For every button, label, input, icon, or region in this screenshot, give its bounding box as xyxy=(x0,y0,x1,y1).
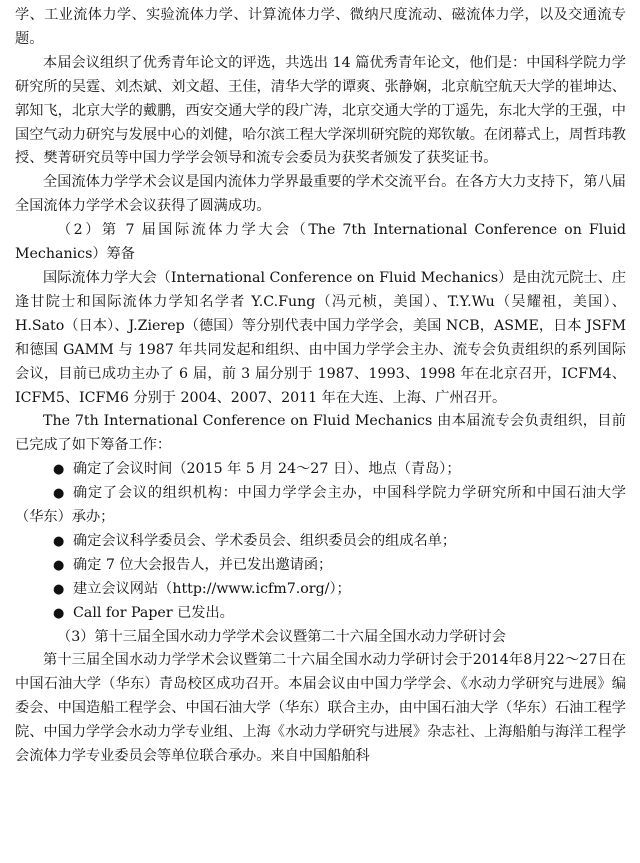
bullet-item-website xyxy=(15,578,626,602)
bullet-dot-icon: ● xyxy=(53,533,65,549)
paragraph-topics-continued: 学、工业流体力学、实验流体力学、计算流体力学、微纳尺度流动、磁流体力学，以及交通流专题。 xyxy=(15,7,626,47)
bullet-item-committees xyxy=(15,530,626,554)
bullet-dot-icon: ● xyxy=(53,462,65,478)
bullet-dot-icon: ● xyxy=(53,581,65,597)
preparation-bullet-list xyxy=(15,458,626,625)
paragraph-conference-summary: 全国流体力学学术会议是国内流体力学界最重要的学术交流平台。在各方大力支持下，第八届全国流体力学学术会议获得了圆满成功。 xyxy=(15,174,626,215)
bullet-item-time-venue xyxy=(15,458,626,482)
bullet-dot-icon: ● xyxy=(53,486,65,502)
bullet-text: Call for Paper 已发出。 xyxy=(73,604,234,621)
bullet-item-organization xyxy=(15,482,626,530)
paragraph-young-scholar-awards: 本届会议组织了优秀青年论文的评选，共选出 14 篇优秀青年论文，他们是：中国科学院力学研究所的吴霆、刘杰斌、刘文超、王佳，清华大学的谭爽、张静娴，北京航空航天大学的崔坤达、郭知飞，北京大学的戴鹏，西安交通大学的段广涛，北京交通大学的丁遥先，东北大学的王强，中国空气动力研究与发展中心的刘健，哈尔滨工程大学深圳研究院的郑钦敏。在闭幕式上，周哲玮教授、樊菁研究员等中国力学学会领导和流专会委员为获奖者颁发了获奖证书。 xyxy=(15,54,626,167)
bullet-text: 确定了会议时间（2015 年 5 月 24～27 日）、地点（青岛）； xyxy=(73,461,461,478)
bullet-text: 确定会议科学委员会、学术委员会、组织委员会的组成名单； xyxy=(73,532,457,549)
bullet-item-call-for-paper xyxy=(15,602,626,626)
section-heading-hydrodynamics: （3）第十三届全国水动力学学术会议暨第二十六届全国水动力学研讨会 xyxy=(57,628,506,645)
bullet-dot-icon: ● xyxy=(53,605,65,621)
paragraph-icfm7-preparation: The 7th International Conference on Fluid Mechanics 由本届流专会负责组织，目前已完成了如下筹备工作： xyxy=(15,413,626,454)
section-heading-icfm7: （2）第 7 届国际流体力学大会（The 7th International Conference on Fluid Mechanics）筹备 xyxy=(15,222,626,263)
bullet-text: 建立会议网站（http://www.icfm7.org/）； xyxy=(73,580,351,597)
bullet-item-speakers xyxy=(15,554,626,578)
bullet-text: 确定 7 位大会报告人，并已发出邀请函； xyxy=(73,556,333,573)
bullet-text: 确定了会议的组织机构：中国力学学会主办，中国科学院力学研究所和中国石油大学（华东）承办； xyxy=(15,485,626,526)
paragraph-icfm-history: 国际流体力学大会（International Conference on Fluid Mechanics）是由沈元院士、庄逢甘院士和国际流体力学知名学者 Y.C.Fung（冯元桢，美国）、T.Y.Wu（吴耀祖，美国）、H.Sato（日本）、J.Zierep（德国）等分别代表中国力学学会，美国 NCB，ASME，日本 JSFM 和德国 GAMM 与 1987 年共同发起和组织、由中国力学学会主办、流专会负责组织的系列国际会议，目前已成功主办了 6 届，前 3 届分别于 1987、1993、1998 年在北京召开，ICFM4、ICFM5、ICFM6 分别于 2004、2007、2011 年在大连、上海、广州召开。 xyxy=(15,269,626,406)
bullet-dot-icon: ● xyxy=(53,557,65,573)
paragraph-hydrodynamics-conference: 第十三届全国水动力学学术会议暨第二十六届全国水动力学研讨会于2014年8月22～27日在中国石油大学（华东）青岛校区成功召开。本届会议由中国力学学会、《水动力学研究与进展》编委会、中国造船工程学会、中国石油大学（华东）联合主办，由中国石油大学（华东）石油工程学院、中国力学学会水动力学专业组、上海《水动力学研究与进展》杂志社、上海船舶与海洋工程学会流体力学专业委员会等单位联合承办。来自中国船舶科 xyxy=(15,652,626,765)
